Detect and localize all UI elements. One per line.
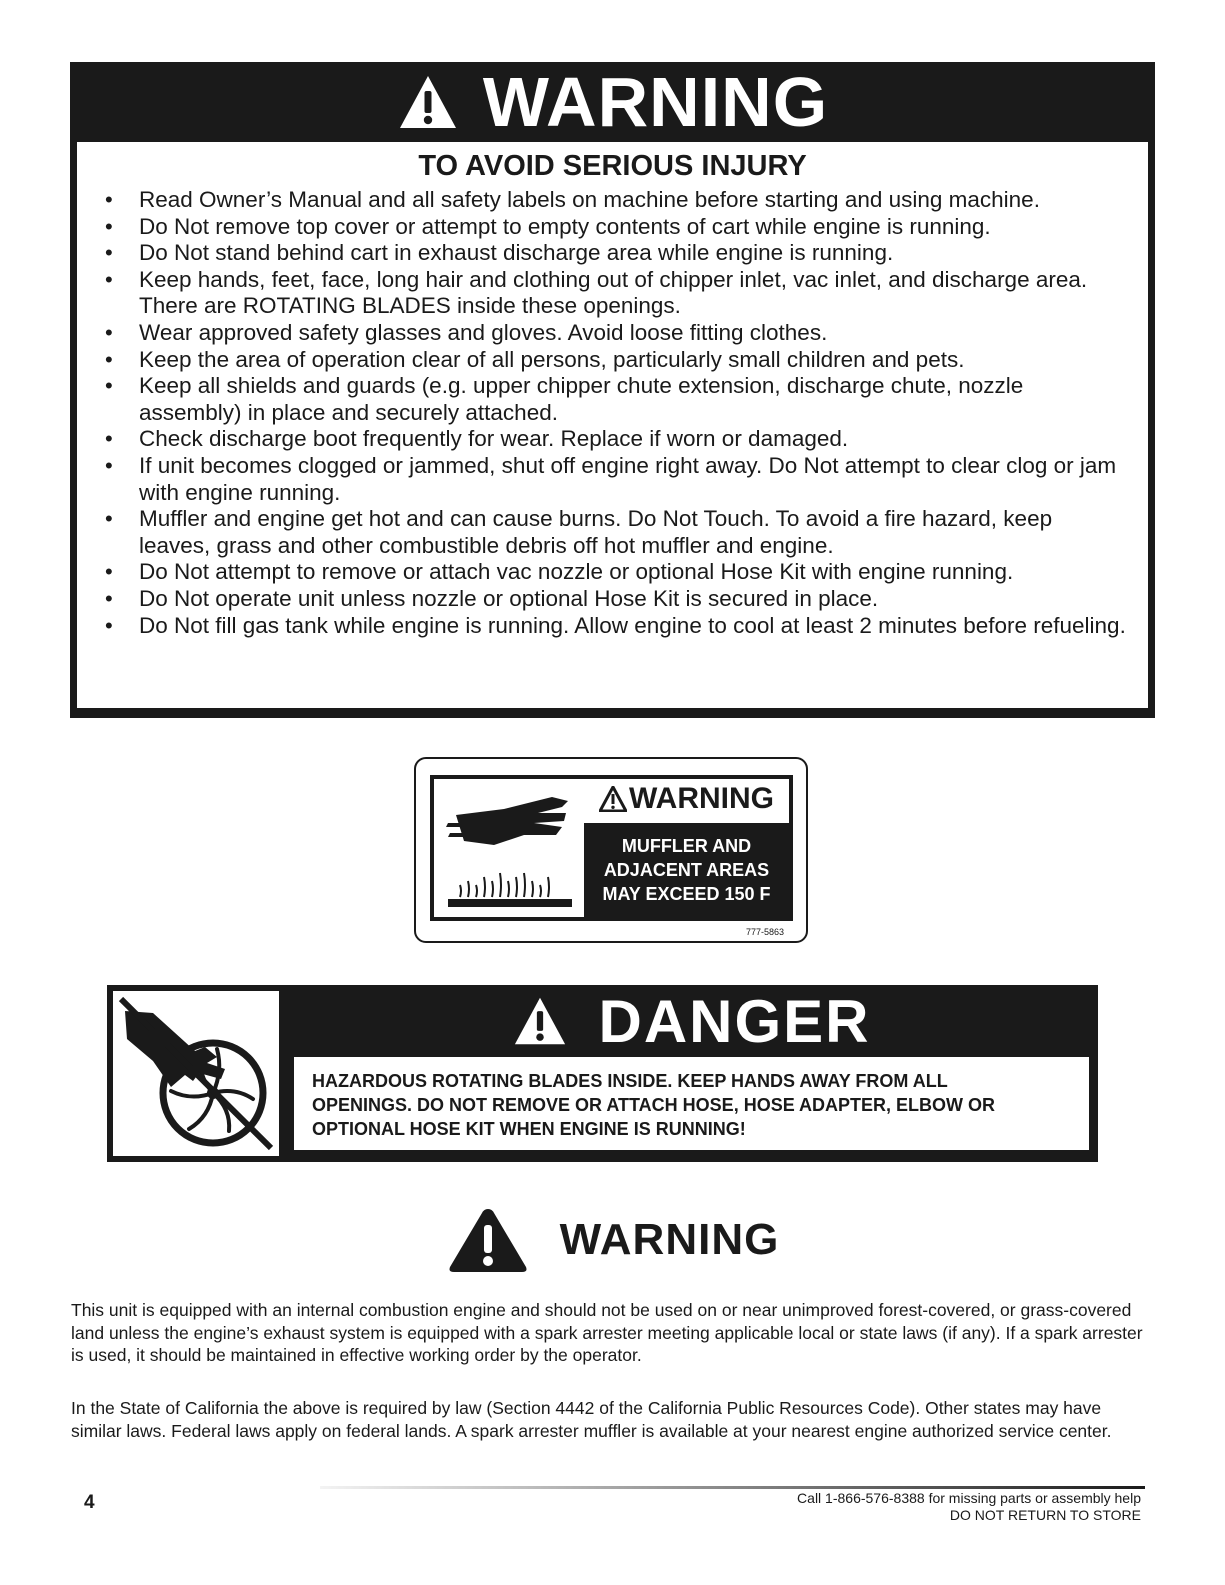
muffler-label-frame bbox=[430, 775, 793, 921]
danger-line: OPTIONAL HOSE KIT WHEN ENGINE IS RUNNING! bbox=[312, 1119, 746, 1139]
list-item bbox=[97, 613, 1128, 640]
list-item bbox=[97, 506, 1128, 559]
muffler-label-title bbox=[584, 779, 789, 819]
danger-line: HAZARDOUS ROTATING BLADES INSIDE. KEEP HANDS AWAY FROM ALL bbox=[312, 1071, 948, 1091]
list-item-text: Check discharge boot frequently for wear. Replace if worn or damaged. bbox=[139, 426, 849, 452]
danger-line: OPENINGS. DO NOT REMOVE OR ATTACH HOSE, HOSE ADAPTER, ELBOW OR bbox=[312, 1095, 996, 1115]
bullet-icon: • bbox=[105, 506, 113, 532]
spark-warning-paragraph-1: This unit is equipped with an internal combustion engine and should not be used on or near unimproved forest-covered, or grass-covered land unless the engine’s exhaust system is equipped with a spark arrester meeting applicable local or state laws (if any). If a spark arrester is used, it should be maintained in effective working order by the operator. bbox=[71, 1300, 1143, 1365]
list-item bbox=[97, 214, 1128, 241]
warning-triangle-icon bbox=[512, 995, 568, 1047]
danger-icon-box bbox=[107, 985, 285, 1162]
top-warning-box bbox=[70, 62, 1155, 718]
top-warning-title: WARNING bbox=[482, 63, 829, 141]
page-number: 4 bbox=[84, 1492, 95, 1513]
spark-warning-heading bbox=[0, 1208, 1225, 1272]
list-item bbox=[97, 453, 1128, 506]
muffler-label-panel bbox=[584, 823, 789, 917]
list-item bbox=[97, 426, 1128, 453]
list-item-text: Do Not attempt to remove or attach vac nozzle or optional Hose Kit with engine running. bbox=[139, 559, 1014, 585]
spark-warning-paragraph-2: In the State of California the above is required by law (Section 4442 of the California Public Resources Code). Other states may have similar laws. Federal laws apply on federal lands. A spark arrester muffler is available at your nearest engine authorized service center. bbox=[71, 1398, 1112, 1441]
list-item-text: Keep the area of operation clear of all persons, particularly small children and pets. bbox=[139, 346, 965, 372]
bullet-icon: • bbox=[105, 373, 113, 399]
bullet-icon: • bbox=[105, 319, 113, 345]
warning-triangle-icon bbox=[446, 1205, 530, 1275]
top-warning-list bbox=[97, 187, 1128, 639]
list-item-text: If unit becomes clogged or jammed, shut off engine right away. Do Not attempt to clear clog or jam with engine running. bbox=[139, 452, 1117, 505]
muffler-label-line: MAY EXCEED 150 F bbox=[602, 884, 771, 904]
danger-title: DANGER bbox=[598, 987, 871, 1055]
bullet-icon: • bbox=[105, 585, 113, 611]
danger-box bbox=[107, 985, 1098, 1162]
list-item-text: Muffler and engine get hot and can cause burns. Do Not Touch. To avoid a fire hazard, keep leaves, grass and other combustible debris off hot muffler and engine. bbox=[139, 506, 1053, 558]
warning-triangle-icon bbox=[397, 73, 459, 131]
footer-help bbox=[797, 1490, 1141, 1524]
bullet-icon: • bbox=[105, 559, 113, 585]
footer-rule bbox=[320, 1486, 1145, 1489]
bullet-icon: • bbox=[105, 240, 113, 266]
warning-triangle-icon bbox=[599, 786, 627, 812]
list-item-text: Keep hands, feet, face, long hair and clothing out of chipper inlet, vac inlet, and discharge area. There are ROTATING BLADES inside these openings. bbox=[139, 266, 1088, 319]
list-item bbox=[97, 586, 1128, 613]
danger-right bbox=[285, 985, 1098, 1162]
footer-help-line: Call 1-866-576-8388 for missing parts or assembly help bbox=[797, 1490, 1141, 1506]
list-item-text: Wear approved safety glasses and gloves. Avoid loose fitting clothes. bbox=[139, 319, 828, 345]
bullet-icon: • bbox=[105, 452, 113, 478]
list-item bbox=[97, 559, 1128, 586]
list-item bbox=[97, 320, 1128, 347]
bullet-icon: • bbox=[105, 612, 113, 638]
list-item-text: Do Not stand behind cart in exhaust discharge area while engine is running. bbox=[139, 240, 894, 266]
list-item-text: Do Not operate unit unless nozzle or optional Hose Kit is secured in place. bbox=[139, 585, 879, 611]
bullet-icon: • bbox=[105, 266, 113, 292]
list-item bbox=[97, 373, 1128, 426]
list-item-text: Keep all shields and guards (e.g. upper chipper chute extension, discharge chute, nozzle assembly) in place and securely attached. bbox=[139, 373, 1024, 425]
top-warning-body bbox=[77, 142, 1148, 708]
muffler-icon-cell bbox=[434, 779, 584, 917]
muffler-text-cell bbox=[584, 779, 789, 917]
bullet-icon: • bbox=[105, 187, 113, 212]
muffler-warning-label bbox=[414, 757, 808, 943]
bullet-icon: • bbox=[105, 426, 113, 452]
muffler-label-line: MUFFLER AND bbox=[621, 836, 752, 856]
bullet-icon: • bbox=[105, 346, 113, 372]
top-warning-subtitle: TO AVOID SERIOUS INJURY bbox=[418, 150, 807, 182]
muffler-part-number: 777-5863 bbox=[745, 927, 784, 937]
list-item-text: Do Not fill gas tank while engine is running. Allow engine to cool at least 2 minutes before refueling. bbox=[139, 612, 1126, 638]
list-item bbox=[97, 187, 1128, 214]
danger-header bbox=[294, 985, 1089, 1057]
spark-warning-title: WARNING bbox=[559, 1215, 780, 1264]
list-item-text: Read Owner’s Manual and all safety labels on machine before starting and using machine. bbox=[139, 187, 1040, 212]
footer-store-line: DO NOT RETURN TO STORE bbox=[949, 1507, 1141, 1523]
list-item bbox=[97, 347, 1128, 374]
bullet-icon: • bbox=[105, 213, 113, 239]
hot-surface-hand-icon bbox=[434, 779, 576, 917]
muffler-label-title-text: WARNING bbox=[629, 782, 774, 815]
list-item bbox=[97, 240, 1128, 267]
danger-body bbox=[294, 1057, 1089, 1150]
top-warning-header bbox=[77, 62, 1148, 142]
muffler-label-line: ADJACENT AREAS bbox=[603, 860, 770, 880]
hand-blade-icon bbox=[113, 991, 279, 1156]
danger-icon-inner bbox=[113, 991, 279, 1156]
list-item bbox=[97, 267, 1128, 320]
list-item-text: Do Not remove top cover or attempt to empty contents of cart while engine is running. bbox=[139, 213, 991, 239]
